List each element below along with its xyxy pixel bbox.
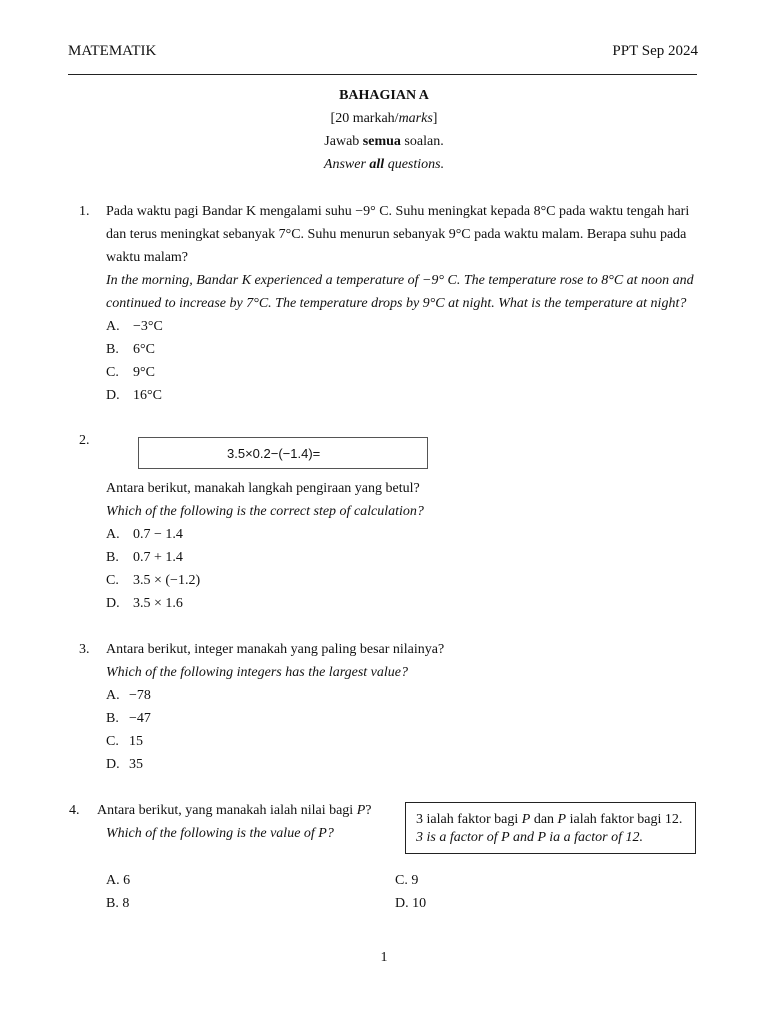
- header-subject: MATEMATIK: [68, 43, 157, 59]
- section-title: BAHAGIAN A: [339, 88, 429, 103]
- q3-option-b-label[interactable]: B.: [106, 711, 119, 726]
- question-2-number: 2.: [79, 433, 90, 448]
- question-1-number: 1.: [79, 204, 90, 219]
- q3-option-a-value: −78: [129, 688, 151, 703]
- q1-option-a-value: −3°C: [133, 319, 163, 334]
- q3-option-d-value: 35: [129, 757, 143, 772]
- q3-option-c-label[interactable]: C.: [106, 734, 119, 749]
- instruction-en: Answer all questions.: [323, 157, 445, 172]
- q2-option-d-value: 3.5 × 1.6: [133, 596, 183, 611]
- q2-option-d-label[interactable]: D.: [106, 596, 120, 611]
- q1-option-d-value: 16°C: [133, 388, 162, 403]
- question-2-text-en: Which of the following is the correct step of calculation?: [106, 504, 424, 519]
- q3-option-a-label[interactable]: A.: [106, 688, 120, 703]
- question-3-number: 3.: [79, 642, 90, 657]
- question-1-text-en-line2: continued to increase by 7°C. The temperature drops by 9°C at night. What is the temperature at night?: [106, 296, 687, 311]
- q2-option-c-label[interactable]: C.: [106, 573, 119, 588]
- q1-option-b-value: 6°C: [133, 342, 155, 357]
- question-4-text-en: Which of the following is the value of P?: [106, 826, 334, 841]
- q1-option-a-label[interactable]: A.: [106, 319, 120, 334]
- q2-option-b-label[interactable]: B.: [106, 550, 119, 565]
- q4-option-c[interactable]: C. 9: [395, 873, 419, 888]
- q3-option-d-label[interactable]: D.: [106, 757, 120, 772]
- question-4-text-ms: Antara berikut, yang manakah ialah nilai bagi P?: [97, 803, 372, 818]
- question-3-text-en: Which of the following integers has the largest value?: [106, 665, 408, 680]
- question-4-number: 4.: [69, 803, 80, 818]
- q2-option-a-value: 0.7 − 1.4: [133, 527, 183, 542]
- q4-option-a[interactable]: A. 6: [106, 873, 131, 888]
- question-4-condition-ms: 3 ialah faktor bagi P dan P ialah faktor bagi 12.: [416, 812, 683, 827]
- question-4-condition-en: 3 is a factor of P and P ia a factor of 12.: [416, 830, 643, 845]
- header-divider: [68, 74, 697, 75]
- question-2-text-ms: Antara berikut, manakah langkah pengiraan yang betul?: [106, 481, 420, 496]
- question-2-expression: 3.5×0.2−(−1.4)=: [227, 446, 321, 461]
- question-1-text-ms-line2: dan terus meningkat sebanyak 7°C. Suhu menurun sebanyak 9°C pada waktu malam. Berapa suhu pada: [106, 227, 687, 242]
- q1-option-c-value: 9°C: [133, 365, 155, 380]
- question-2-expression-box: [138, 437, 428, 469]
- instruction-ms: Jawab semua soalan.: [324, 134, 444, 149]
- question-1-text-en-line1: In the morning, Bandar K experienced a temperature of −9° C. The temperature rose to 8°C at noon and: [106, 273, 694, 288]
- section-marks: [20 markah/marks]: [330, 111, 438, 126]
- q3-option-b-value: −47: [129, 711, 151, 726]
- q4-option-d[interactable]: D. 10: [395, 896, 427, 911]
- q2-option-b-value: 0.7 + 1.4: [133, 550, 183, 565]
- question-1-text-ms-line1: Pada waktu pagi Bandar K mengalami suhu −9° C. Suhu meningkat kepada 8°C pada waktu tengah hari: [106, 204, 690, 219]
- question-1-text-ms-line3: waktu malam?: [106, 250, 189, 265]
- q3-option-c-value: 15: [129, 734, 143, 749]
- q1-option-b-label[interactable]: B.: [106, 342, 119, 357]
- header-exam: PPT Sep 2024: [612, 43, 698, 59]
- q4-option-b[interactable]: B. 8: [106, 896, 130, 911]
- q1-option-c-label[interactable]: C.: [106, 365, 119, 380]
- q1-option-d-label[interactable]: D.: [106, 388, 120, 403]
- question-3-text-ms: Antara berikut, integer manakah yang paling besar nilainya?: [106, 642, 445, 657]
- page-number: 1: [380, 950, 388, 965]
- q2-option-a-label[interactable]: A.: [106, 527, 120, 542]
- question-4-condition-box: [405, 802, 696, 854]
- q2-option-c-value: 3.5 × (−1.2): [133, 573, 201, 588]
